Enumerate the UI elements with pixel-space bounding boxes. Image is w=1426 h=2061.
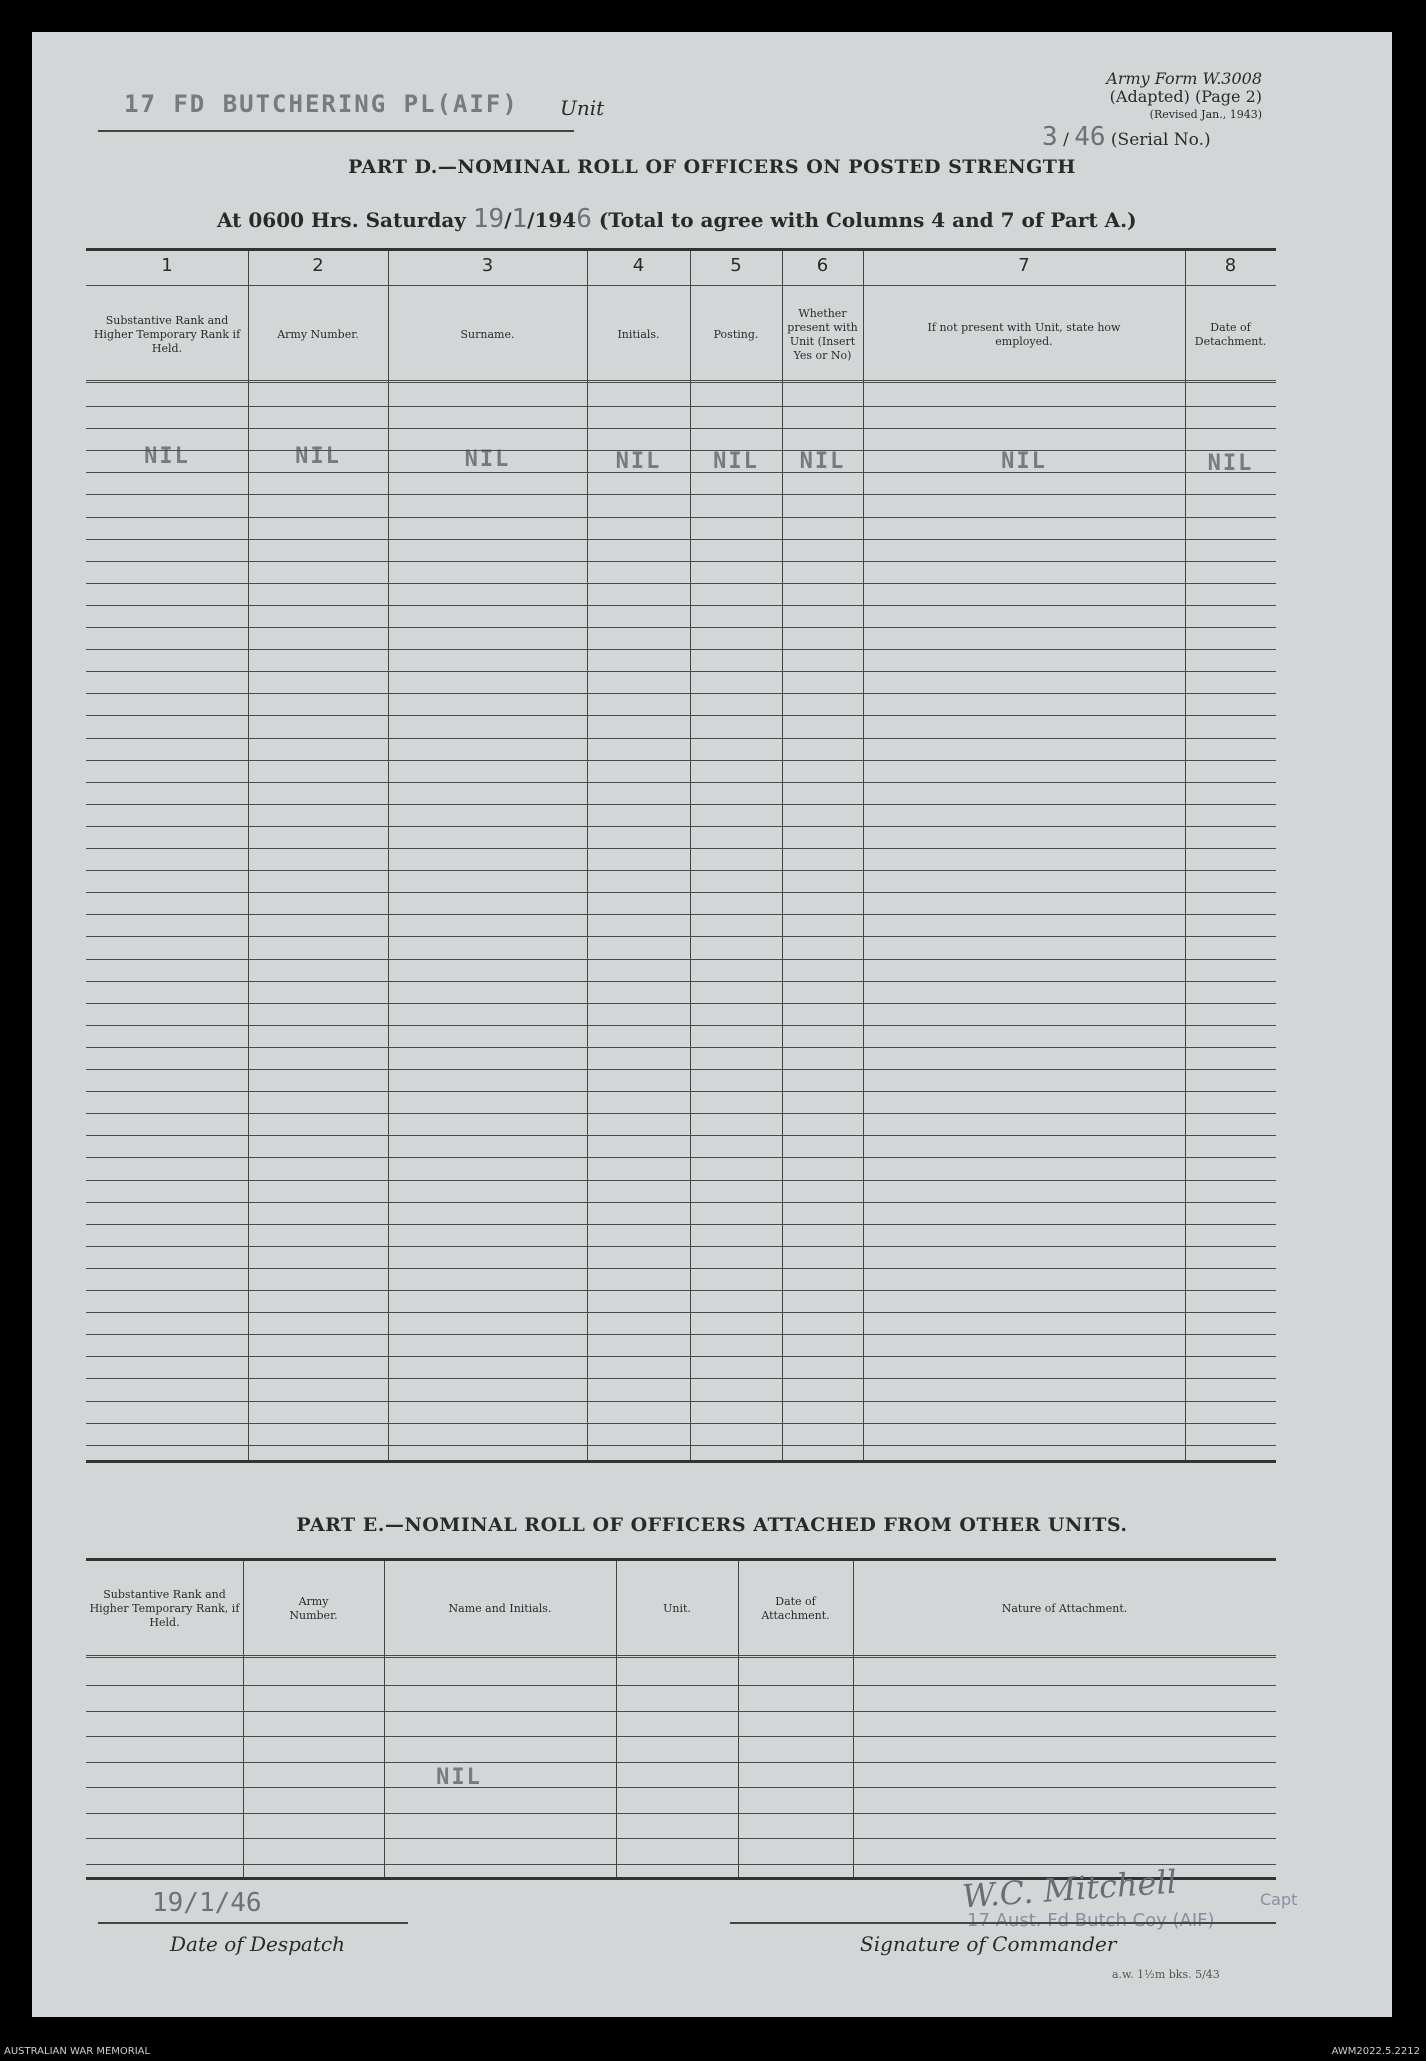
unit-value: 17 FD BUTCHERING PL(AIF) xyxy=(124,90,519,118)
form-revision: (Revised Jan., 1943) xyxy=(1149,108,1262,121)
col-head-7: If not present with Unit, state how employed. xyxy=(927,321,1121,348)
form-number: Army Form W.3008 xyxy=(1106,69,1262,88)
form-page: (Adapted) (Page 2) xyxy=(1109,87,1262,106)
part-d-row-rule xyxy=(86,649,1276,650)
e-col-head-5: Date of Attachment. xyxy=(761,1595,830,1622)
printer-code: a.w. 1½m bks. 5/43 xyxy=(1112,1968,1220,1981)
subtitle-pre: At 0600 Hrs. Saturday xyxy=(217,208,466,232)
part-d-row-rule xyxy=(86,428,1276,429)
e-col-head-4: Unit. xyxy=(663,1602,691,1615)
part-d-row-rule xyxy=(86,382,1276,383)
part-d-subtitle: At 0600 Hrs. Saturday 19/1/1946 (Total to agree with Columns 4 and 7 of Part A.) xyxy=(217,204,1137,234)
part-e-row-rule xyxy=(86,1762,1276,1763)
part-d-row-rule xyxy=(86,848,1276,849)
part-e-column-divider xyxy=(384,1561,385,1877)
nil-col-6: NIL xyxy=(799,449,846,474)
despatch-date-value: 19/1/46 xyxy=(152,1888,262,1918)
part-d-row-rule xyxy=(86,1290,1276,1291)
part-d-row-rule xyxy=(86,914,1276,915)
part-d-row-rule xyxy=(86,1378,1276,1379)
part-e-row-rule xyxy=(86,1813,1276,1814)
stamp-rank: Capt xyxy=(1260,1890,1298,1909)
nil-col-8: NIL xyxy=(1207,451,1254,476)
part-d-row-rule xyxy=(86,760,1276,761)
part-e-row-rule xyxy=(86,1736,1276,1737)
part-d-row-rule xyxy=(86,285,1276,286)
col-head-1: Substantive Rank and Higher Temporary Rank if Held. xyxy=(93,314,241,355)
col-num-8: 8 xyxy=(1224,255,1237,276)
part-d-column-divider xyxy=(248,251,249,1460)
part-d-column-divider xyxy=(1185,251,1186,1460)
despatch-label: Date of Despatch xyxy=(170,1932,345,1956)
col-head-6: Whether present with Unit (Insert Yes or No) xyxy=(787,307,858,362)
part-d-row-rule xyxy=(86,782,1276,783)
part-d-row-rule xyxy=(86,1423,1276,1424)
form-reference xyxy=(1106,70,1262,124)
part-d-column-divider xyxy=(863,251,864,1460)
part-d-row-rule xyxy=(86,1401,1276,1402)
part-d-row-rule xyxy=(86,517,1276,518)
col-num-2: 2 xyxy=(312,255,324,276)
col-num-1: 1 xyxy=(161,255,173,276)
col-head-8: Date of Detachment. xyxy=(1194,321,1267,348)
part-d-row-rule xyxy=(86,870,1276,871)
part-d-row-rule xyxy=(86,1180,1276,1181)
unit-label: Unit xyxy=(560,96,605,120)
e-col-head-3: Name and Initials. xyxy=(448,1602,552,1615)
part-e-column-divider xyxy=(853,1561,854,1877)
part-d-row-rule xyxy=(86,1069,1276,1070)
commander-signature: W.C. Mitchell xyxy=(960,1862,1179,1916)
part-d-row-rule xyxy=(86,892,1276,893)
part-d-row-rule xyxy=(86,1312,1276,1313)
signature-line xyxy=(730,1922,1276,1924)
part-d-row-rule xyxy=(86,1445,1276,1446)
col-head-2: Army Number. xyxy=(277,328,359,341)
part-d-row-rule xyxy=(86,450,1276,451)
despatch-line xyxy=(98,1922,408,1924)
e-nil-entry: NIL xyxy=(436,1765,482,1790)
part-e-column-divider xyxy=(738,1561,739,1877)
col-head-5: Posting. xyxy=(713,328,759,341)
part-e-column-divider xyxy=(243,1561,244,1877)
part-d-column-divider xyxy=(690,251,691,1460)
nil-col-3: NIL xyxy=(464,447,511,472)
part-e-row-rule xyxy=(86,1864,1276,1865)
subtitle-post: (Total to agree with Columns 4 and 7 of Part A.) xyxy=(598,208,1137,232)
e-col-head-1: Substantive Rank and Higher Temporary Rank, if Held. xyxy=(89,1588,240,1629)
col-head-4: Initials. xyxy=(617,328,660,341)
nil-col-5: NIL xyxy=(713,449,759,474)
date-year-digit: 6 xyxy=(576,204,592,234)
part-d-column-divider xyxy=(782,251,783,1460)
nil-col-7: NIL xyxy=(1001,449,1047,474)
col-head-3: Surname. xyxy=(460,328,515,341)
form-sheet xyxy=(32,32,1392,2017)
e-col-head-6: Nature of Attachment. xyxy=(1001,1602,1128,1615)
date-month: 1 xyxy=(511,204,528,234)
part-d-row-rule xyxy=(86,738,1276,739)
part-d-row-rule xyxy=(86,561,1276,562)
part-d-row-rule xyxy=(86,826,1276,827)
part-d-row-rule xyxy=(86,1268,1276,1269)
part-d-row-rule xyxy=(86,494,1276,495)
date-day: 19 xyxy=(472,204,505,234)
part-e-row-rule xyxy=(86,1685,1276,1686)
part-e-row-rule xyxy=(86,1711,1276,1712)
col-num-6: 6 xyxy=(816,255,829,276)
part-d-table xyxy=(86,248,1276,1463)
unit-stamp: 17 Aust. Fd Butch Coy (AIF) xyxy=(967,1910,1215,1931)
part-e-table xyxy=(86,1558,1276,1880)
part-d-row-rule xyxy=(86,1091,1276,1092)
e-col-head-2: Army Number. xyxy=(289,1595,338,1622)
part-d-row-rule xyxy=(86,715,1276,716)
part-d-row-rule xyxy=(86,1135,1276,1136)
part-d-row-rule xyxy=(86,605,1276,606)
part-e-row-rule xyxy=(86,1787,1276,1788)
archive-footer xyxy=(0,2043,1426,2061)
nil-col-2: NIL xyxy=(295,444,341,469)
part-d-row-rule xyxy=(86,804,1276,805)
archive-ref: AWM2022.5.2212 xyxy=(1331,2046,1420,2057)
part-d-row-rule xyxy=(86,936,1276,937)
part-d-row-rule xyxy=(86,1224,1276,1225)
archive-name: AUSTRALIAN WAR MEMORIAL xyxy=(4,2046,151,2057)
part-d-row-rule xyxy=(86,1202,1276,1203)
date-year-prefix: 194 xyxy=(534,208,577,232)
part-e-row-rule xyxy=(86,1838,1276,1839)
serial-label: (Serial No.) xyxy=(1110,130,1211,150)
part-e-column-divider xyxy=(616,1561,617,1877)
part-d-row-rule xyxy=(86,1003,1276,1004)
nil-col-1: NIL xyxy=(144,444,190,469)
serial-a: 3 xyxy=(1042,122,1058,152)
part-d-row-rule xyxy=(86,671,1276,672)
col-num-3: 3 xyxy=(481,255,494,276)
serial-number xyxy=(1042,122,1211,152)
part-d-row-rule xyxy=(86,380,1276,381)
part-e-row-rule xyxy=(86,1657,1276,1658)
part-d-row-rule xyxy=(86,981,1276,982)
part-d-row-rule xyxy=(86,627,1276,628)
part-d-row-rule xyxy=(86,1025,1276,1026)
part-d-row-rule xyxy=(86,959,1276,960)
part-d-row-rule xyxy=(86,1334,1276,1335)
col-num-7: 7 xyxy=(1018,255,1030,276)
part-d-row-rule xyxy=(86,1113,1276,1114)
col-num-5: 5 xyxy=(730,255,742,276)
part-e-title: PART E.—NOMINAL ROLL OF OFFICERS ATTACHED FROM OTHER UNITS. xyxy=(296,1514,1128,1536)
part-d-column-divider xyxy=(587,251,588,1460)
signature-label: Signature of Commander xyxy=(860,1932,1117,1956)
part-d-row-rule xyxy=(86,472,1276,473)
serial-sep: / xyxy=(1063,130,1069,150)
part-d-row-rule xyxy=(86,1157,1276,1158)
part-d-row-rule xyxy=(86,1246,1276,1247)
part-d-row-rule xyxy=(86,539,1276,540)
part-e-row-rule xyxy=(86,1655,1276,1656)
part-d-row-rule xyxy=(86,583,1276,584)
col-num-4: 4 xyxy=(632,255,645,276)
part-d-row-rule xyxy=(86,1047,1276,1048)
part-d-column-divider xyxy=(388,251,389,1460)
nil-col-4: NIL xyxy=(615,449,662,474)
serial-b: 46 xyxy=(1074,122,1106,152)
part-d-row-rule xyxy=(86,693,1276,694)
part-d-row-rule xyxy=(86,406,1276,407)
part-d-row-rule xyxy=(86,1356,1276,1357)
part-d-title: PART D.—NOMINAL ROLL OF OFFICERS ON POSTED STRENGTH xyxy=(348,156,1076,178)
